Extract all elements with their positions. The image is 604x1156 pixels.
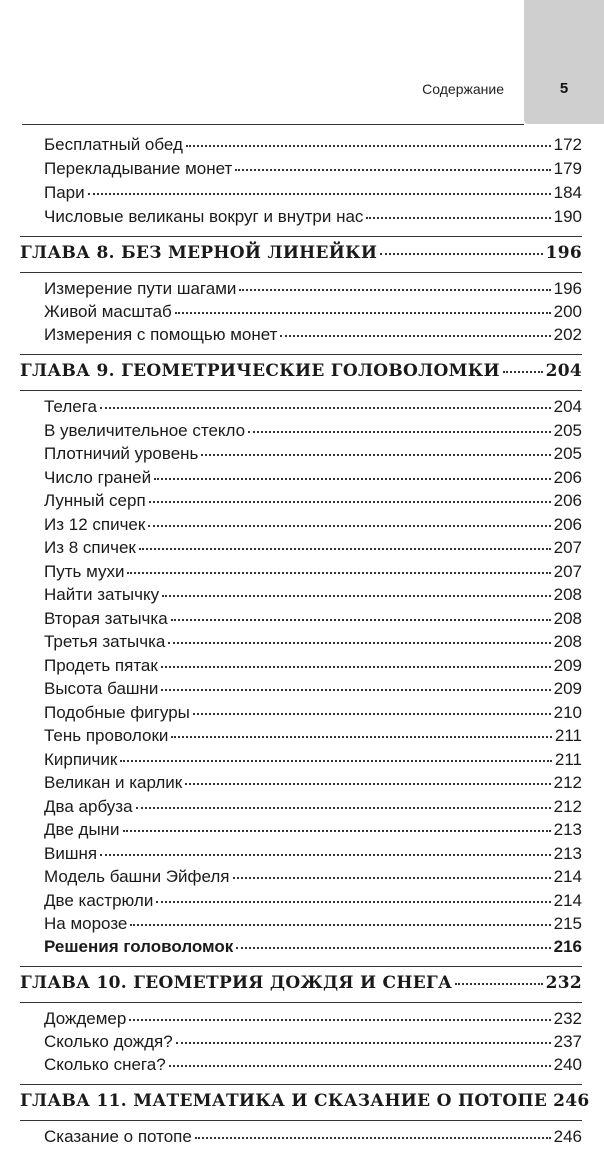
toc-entry[interactable]	[44, 538, 582, 564]
dot-leader	[236, 947, 550, 949]
toc-entry-title: В увеличительное стекло	[44, 421, 246, 440]
toc-entry[interactable]	[44, 867, 582, 893]
toc-entry[interactable]	[44, 135, 582, 161]
dot-leader	[100, 407, 551, 409]
section-divider	[20, 272, 582, 273]
toc-entry-title: Телега	[44, 397, 97, 416]
toc-entry-title: Из 8 спичек	[44, 538, 136, 557]
toc-entry-page: 212	[553, 797, 582, 816]
toc-entry-title: Дождемер	[44, 1009, 127, 1028]
toc-entry-title: Лунный серп	[44, 491, 146, 510]
chapter-page: 232	[545, 973, 582, 993]
dot-leader	[280, 335, 550, 337]
dot-leader	[168, 642, 550, 644]
dot-leader	[235, 169, 550, 171]
dot-leader	[162, 595, 551, 597]
toc-entry-title: Тень проволоки	[44, 726, 169, 745]
toc-entry-bold[interactable]	[44, 937, 582, 963]
dot-leader	[156, 901, 550, 903]
toc-entry-page: 172	[553, 135, 582, 154]
toc-entry-page: 205	[553, 421, 582, 440]
toc-entry-page: 206	[553, 468, 582, 487]
dot-leader	[161, 689, 550, 691]
toc-entry[interactable]	[44, 159, 582, 185]
section-divider	[20, 1120, 582, 1121]
toc-entry-page: 202	[553, 325, 582, 344]
section-divider	[20, 354, 582, 355]
dot-leader	[123, 830, 551, 832]
toc-entry-page: 232	[553, 1009, 582, 1028]
toc-entry-page: 207	[553, 562, 582, 581]
toc-entry-title: Кирпичик	[44, 750, 118, 769]
dot-leader	[171, 619, 551, 621]
toc-entry[interactable]	[44, 585, 582, 611]
toc-entry-page: 214	[553, 891, 582, 910]
toc-entry-page: 210	[553, 703, 582, 722]
toc-entry[interactable]	[44, 183, 582, 209]
toc-entry[interactable]	[44, 1127, 582, 1153]
toc-entry-page: 208	[553, 632, 582, 651]
toc-entry-page: 206	[553, 515, 582, 534]
toc-entry-page: 208	[553, 609, 582, 628]
page-number: 5	[559, 80, 569, 97]
toc-entry[interactable]	[44, 632, 582, 658]
dot-leader	[129, 1019, 550, 1021]
dot-leader	[154, 478, 551, 480]
toc-entry-page: 207	[553, 538, 582, 557]
toc-entry-title: На морозе	[44, 914, 128, 933]
section-divider	[20, 1002, 582, 1003]
toc-entry-page: 213	[553, 820, 582, 839]
toc-entry-title: Перекладывание монет	[44, 159, 233, 178]
dot-leader	[248, 431, 551, 433]
toc-entry[interactable]	[44, 444, 582, 470]
toc-entry[interactable]	[44, 679, 582, 705]
toc-entry-page: 240	[553, 1055, 582, 1074]
header-rule	[22, 124, 524, 125]
dot-leader	[366, 217, 550, 219]
dot-leader	[233, 877, 551, 879]
toc-entry-title: Третья затычка	[44, 632, 166, 651]
dot-leader	[171, 736, 552, 738]
toc-entry-page: 237	[553, 1032, 582, 1051]
toc-entry-page: 209	[553, 656, 582, 675]
toc-entry-title: Две кастрюли	[44, 891, 154, 910]
toc-entry-title: Число граней	[44, 468, 152, 487]
toc-entry-title: Продеть пятак	[44, 656, 158, 675]
toc-entry-title: Найти затычку	[44, 585, 160, 604]
toc-entry[interactable]	[44, 207, 582, 233]
chapter-page: 196	[545, 243, 582, 263]
toc-entry-title: Живой масштаб	[44, 302, 172, 321]
toc-entry-page: 205	[553, 444, 582, 463]
toc-entry-title: Высота башни	[44, 679, 159, 698]
toc-entry-title: Путь мухи	[44, 562, 125, 581]
toc-entry[interactable]	[44, 397, 582, 423]
dot-leader	[130, 924, 550, 926]
toc-entry-title: Вторая затычка	[44, 609, 168, 628]
chapter-heading[interactable]	[20, 361, 582, 387]
chapter-title: ГЛАВА 11. МАТЕМАТИКА И СКАЗАНИЕ О ПОТОПЕ	[20, 1091, 548, 1111]
toc-entry-page: 206	[553, 491, 582, 510]
dot-leader	[88, 193, 551, 195]
dot-leader	[127, 572, 550, 574]
toc-entry-page: 184	[553, 183, 582, 202]
section-divider	[20, 236, 582, 237]
dot-leader	[186, 145, 551, 147]
toc-entry-title: Решения головоломок	[44, 937, 234, 956]
toc-entry-title: Измерения с помощью монет	[44, 325, 278, 344]
dot-leader	[169, 1065, 551, 1067]
dot-leader	[175, 312, 551, 314]
toc-entry-page: 196	[553, 279, 582, 298]
toc-entry-page: 214	[553, 867, 582, 886]
toc-entry-title: Бесплатный обед	[44, 135, 183, 154]
toc-entry-title: Два арбуза	[44, 797, 133, 816]
toc-entry-page: 246	[553, 1127, 582, 1146]
section-divider	[20, 966, 582, 967]
dot-leader	[100, 854, 551, 856]
chapter-heading[interactable]	[20, 243, 582, 269]
section-divider	[20, 390, 582, 391]
toc-entry[interactable]	[44, 1055, 582, 1081]
dot-leader	[239, 289, 550, 291]
toc-entry-title: Великан и карлик	[44, 773, 183, 792]
toc-entry-page: 200	[553, 302, 582, 321]
toc-entry-page: 211	[554, 726, 582, 745]
toc-entry-title: Пари	[44, 183, 85, 202]
toc-entry-page: 212	[553, 773, 582, 792]
toc-entry-title: Сколько снега?	[44, 1055, 166, 1074]
dot-leader	[455, 983, 542, 985]
dot-leader	[193, 713, 551, 715]
toc-entry-page: 204	[553, 397, 582, 416]
section-divider	[20, 1084, 582, 1085]
chapter-heading[interactable]	[20, 973, 582, 999]
chapter-title: ГЛАВА 8. БЕЗ МЕРНОЙ ЛИНЕЙКИ	[20, 243, 378, 263]
dot-leader	[503, 371, 543, 373]
dot-leader	[201, 454, 550, 456]
dot-leader	[185, 783, 550, 785]
toc-entry-title: Сколько дождя?	[44, 1032, 173, 1051]
running-title: Содержание	[422, 81, 504, 97]
chapter-title: ГЛАВА 10. ГЕОМЕТРИЯ ДОЖДЯ И СНЕГА	[20, 973, 453, 993]
chapter-title: ГЛАВА 9. ГЕОМЕТРИЧЕСКИЕ ГОЛОВОЛОМКИ	[20, 361, 500, 381]
toc-entry-page: 211	[554, 750, 582, 769]
toc-entry-title: Числовые великаны вокруг и внутри нас	[44, 207, 364, 226]
dot-leader	[380, 253, 542, 255]
toc-entry-page: 179	[553, 159, 582, 178]
toc-entry-title: Вишня	[44, 844, 98, 863]
toc-entry-page: 213	[553, 844, 582, 863]
toc-entry[interactable]	[44, 773, 582, 799]
toc-entry-page: 216	[553, 937, 582, 956]
toc-entry-title: Измерение пути шагами	[44, 279, 237, 298]
dot-leader	[161, 666, 551, 668]
dot-leader	[195, 1137, 551, 1139]
toc-entry-title: Модель башни Эйфеля	[44, 867, 230, 886]
toc-entry[interactable]	[44, 325, 582, 351]
toc-entry[interactable]	[44, 820, 582, 846]
dot-leader	[139, 548, 551, 550]
chapter-page: 204	[545, 361, 582, 381]
toc-entry-page: 208	[553, 585, 582, 604]
toc-entry-title: Из 12 спичек	[44, 515, 146, 534]
chapter-heading[interactable]	[20, 1091, 590, 1117]
dot-leader	[176, 1042, 551, 1044]
toc-entry-page: 190	[553, 207, 582, 226]
page-tab	[524, 0, 604, 124]
dot-leader	[149, 501, 551, 503]
dot-leader	[136, 807, 551, 809]
toc-entry-title: Плотничий уровень	[44, 444, 199, 463]
toc-entry-title: Сказание о потопе	[44, 1127, 192, 1146]
toc-entry-title: Подобные фигуры	[44, 703, 190, 722]
dot-leader	[120, 760, 552, 762]
toc-entry[interactable]	[44, 491, 582, 517]
toc-entry-page: 215	[553, 914, 582, 933]
dot-leader	[148, 525, 550, 527]
toc-entry[interactable]	[44, 726, 582, 752]
chapter-page: 246	[553, 1091, 590, 1111]
toc-entry-title: Две дыни	[44, 820, 120, 839]
toc-entry-page: 209	[553, 679, 582, 698]
